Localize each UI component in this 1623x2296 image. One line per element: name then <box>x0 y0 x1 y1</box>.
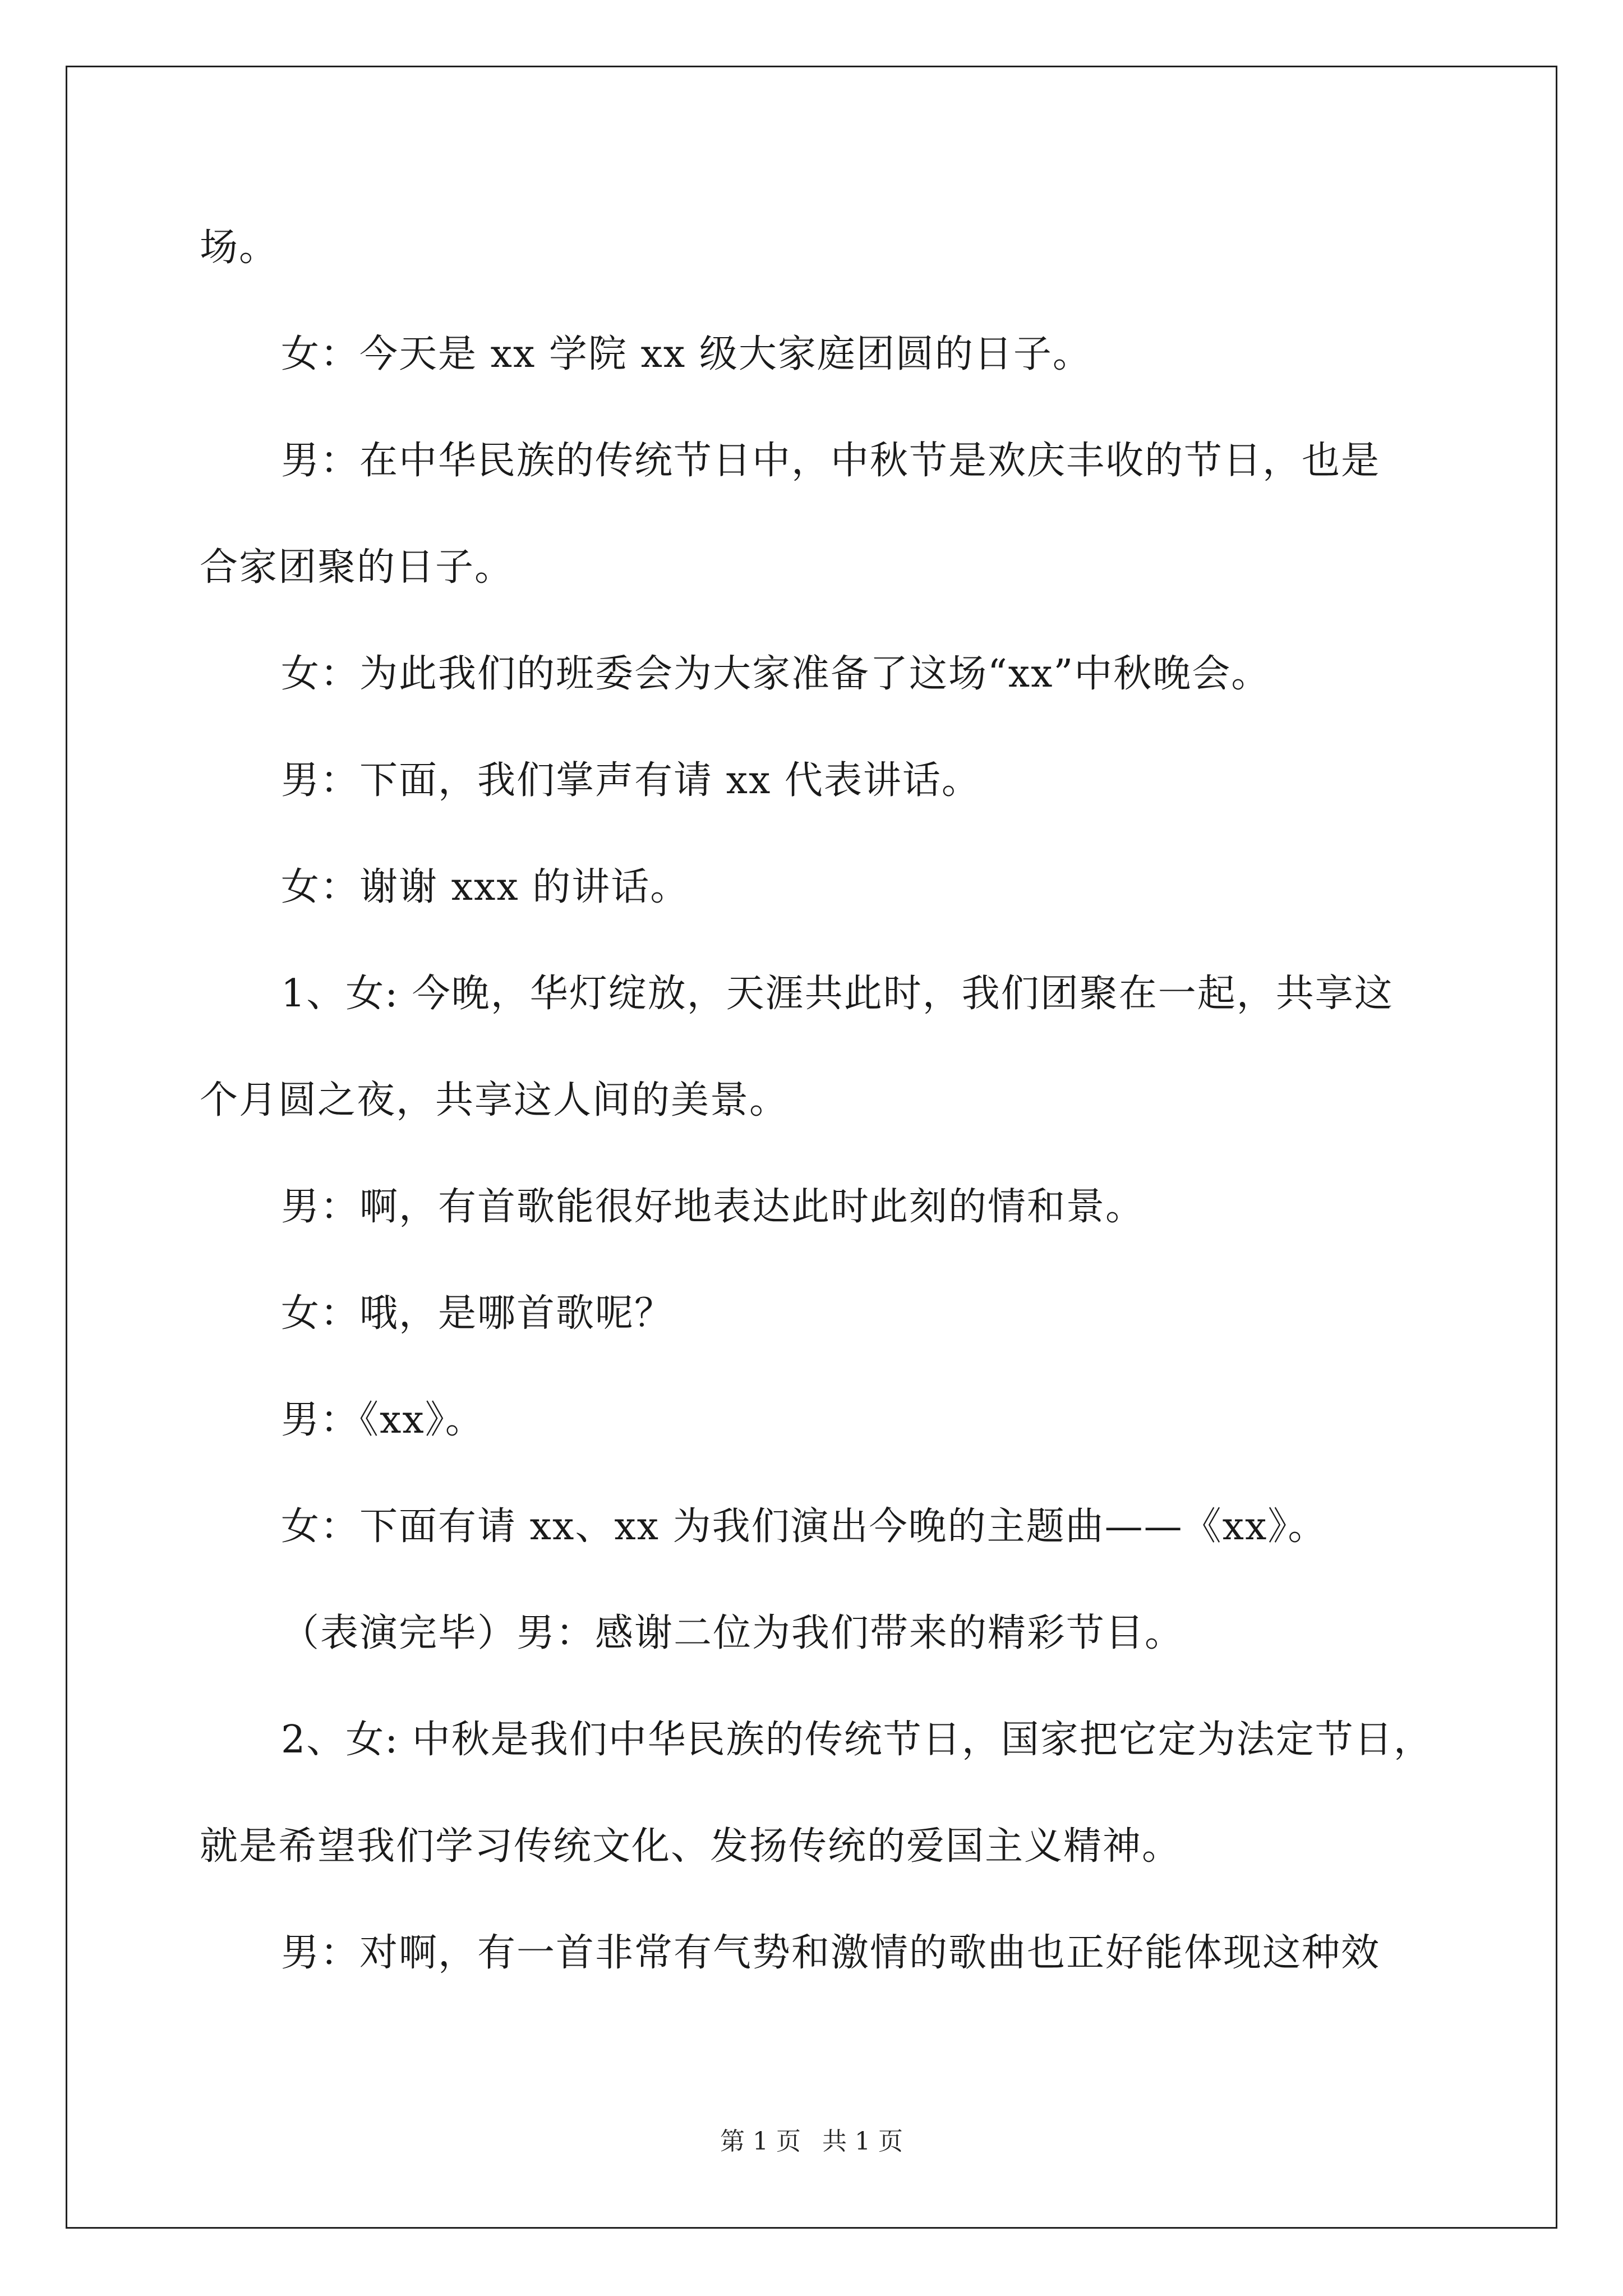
text-line: 个月圆之夜，共享这人间的美景。 <box>200 1078 789 1122</box>
text-line: 女：哦，是哪首歌呢？ <box>281 1291 674 1336</box>
text-line: 男：在中华民族的传统节日中，中秋节是欢庆丰收的节日，也是 <box>281 439 1381 483</box>
text-line: 男：《xx》。 <box>281 1398 485 1442</box>
text-line: 女：为此我们的班委会为大家准备了这场“xx”中秋晚会。 <box>281 652 1271 696</box>
page-frame <box>66 66 1557 2229</box>
page-footer <box>0 2125 1623 2159</box>
text-line: 女：谢谢 xxx 的讲话。 <box>281 865 690 909</box>
text-line: 就是希望我们学习传统文化、发扬传统的爱国主义精神。 <box>200 1824 1182 1869</box>
text-line: 合家团聚的日子。 <box>200 545 514 590</box>
text-line: （表演完毕）男：感谢二位为我们带来的精彩节目。 <box>281 1611 1184 1655</box>
text-line: 女：今天是 xx 学院 xx 级大家庭团圆的日子。 <box>281 332 1092 376</box>
text-line: 场。 <box>200 226 279 270</box>
text-line: 1、女: 今晚，华灯绽放，天涯共此时，我们团聚在一起，共享这 <box>281 972 1394 1016</box>
text-line: 2、女: 中秋是我们中华民族的传统节日，国家把它定为法定节日， <box>281 1718 1433 1762</box>
text-line: 男：对啊，有一首非常有气势和激情的歌曲也正好能体现这种效 <box>281 1931 1381 1975</box>
text-line: 男：下面，我们掌声有请 xx 代表讲话。 <box>281 758 981 803</box>
text-line: 男：啊，有首歌能很好地表达此时此刻的情和景。 <box>281 1185 1145 1229</box>
page-total: 共 1 页 <box>822 2127 903 2156</box>
text-line: 女：下面有请 xx、xx 为我们演出今晚的主题曲——《xx》。 <box>281 1504 1327 1549</box>
page-number: 第 1 页 <box>720 2127 801 2156</box>
